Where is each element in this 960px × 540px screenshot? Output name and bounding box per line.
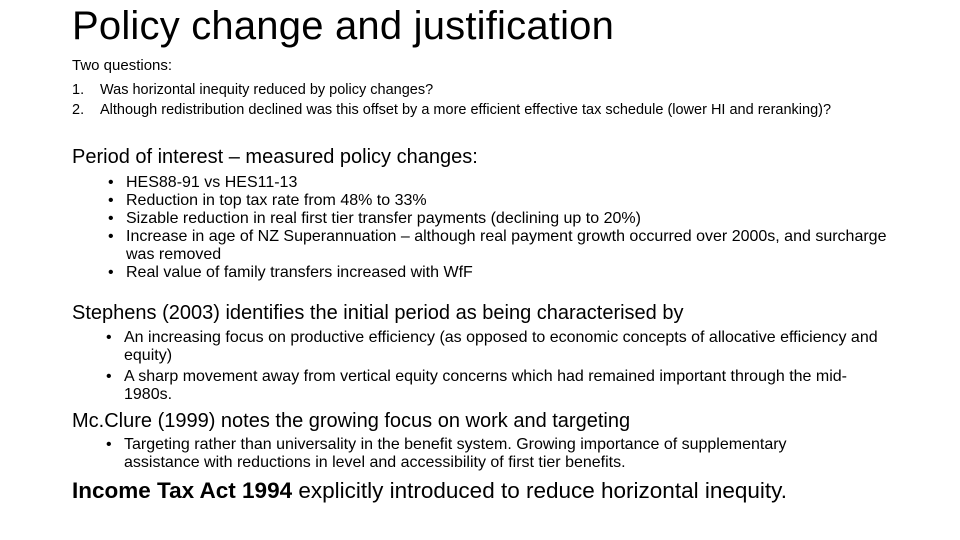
list-item: • Sizable reduction in real first tier transfer payments (declining up to 20%) — [108, 210, 641, 227]
section-heading-stephens: Stephens (2003) identifies the initial period as being characterised by — [72, 302, 684, 324]
policy-changes-list — [108, 174, 908, 282]
list-item: • An increasing focus on productive efficiency (as opposed to economic concepts of allocative efficiency and equity) — [106, 329, 878, 364]
bullet-icon: • — [108, 264, 114, 281]
list-item: • Real value of family transfers increased with WfF — [108, 264, 473, 281]
section-heading-period: Period of interest – measured policy changes: — [72, 146, 478, 168]
bullet-icon: • — [108, 210, 114, 227]
conclusion-statement — [72, 478, 787, 504]
mcclure-list — [106, 436, 846, 472]
question-item — [72, 80, 892, 100]
list-item: • HES88-91 vs HES11-13 — [108, 174, 298, 191]
bullet-icon: • — [106, 329, 112, 346]
bullet-icon: • — [108, 174, 114, 191]
bullet-icon: • — [108, 192, 114, 209]
act-name: Income Tax Act 1994 — [72, 478, 293, 503]
list-item: • Increase in age of NZ Superannuation – although real payment growth occurred over 2000s, and surcharge was removed — [108, 228, 887, 263]
question-text: Was horizontal inequity reduced by policy changes? — [100, 82, 434, 98]
question-item — [72, 100, 892, 120]
bullet-icon: • — [106, 436, 112, 453]
question-number: 1. — [72, 82, 85, 98]
list-item: • Reduction in top tax rate from 48% to 33% — [108, 192, 427, 209]
stephens-list — [106, 329, 886, 404]
question-text: Although redistribution declined was this offset by a more efficient effective tax schedule (lower HI and reranking)? — [100, 102, 832, 118]
bullet-icon: • — [108, 228, 114, 245]
section-heading-mcclure: Mc.Clure (1999) notes the growing focus on work and targeting — [72, 410, 631, 432]
slide-title: Policy change and justification — [72, 4, 615, 48]
list-item: • Targeting rather than universality in the benefit system. Growing importance of supplementary assistance with reductions in level and accessibility of first tier benefits. — [106, 436, 787, 471]
conclusion-text: explicitly introduced to reduce horizontal inequity. — [292, 478, 787, 503]
bullet-icon: • — [106, 368, 112, 385]
list-item: • A sharp movement away from vertical equity concerns which had remained important through the mid-1980s. — [106, 368, 848, 403]
questions-heading: Two questions: — [72, 57, 173, 74]
questions-list — [72, 80, 892, 120]
question-number: 2. — [72, 102, 85, 118]
